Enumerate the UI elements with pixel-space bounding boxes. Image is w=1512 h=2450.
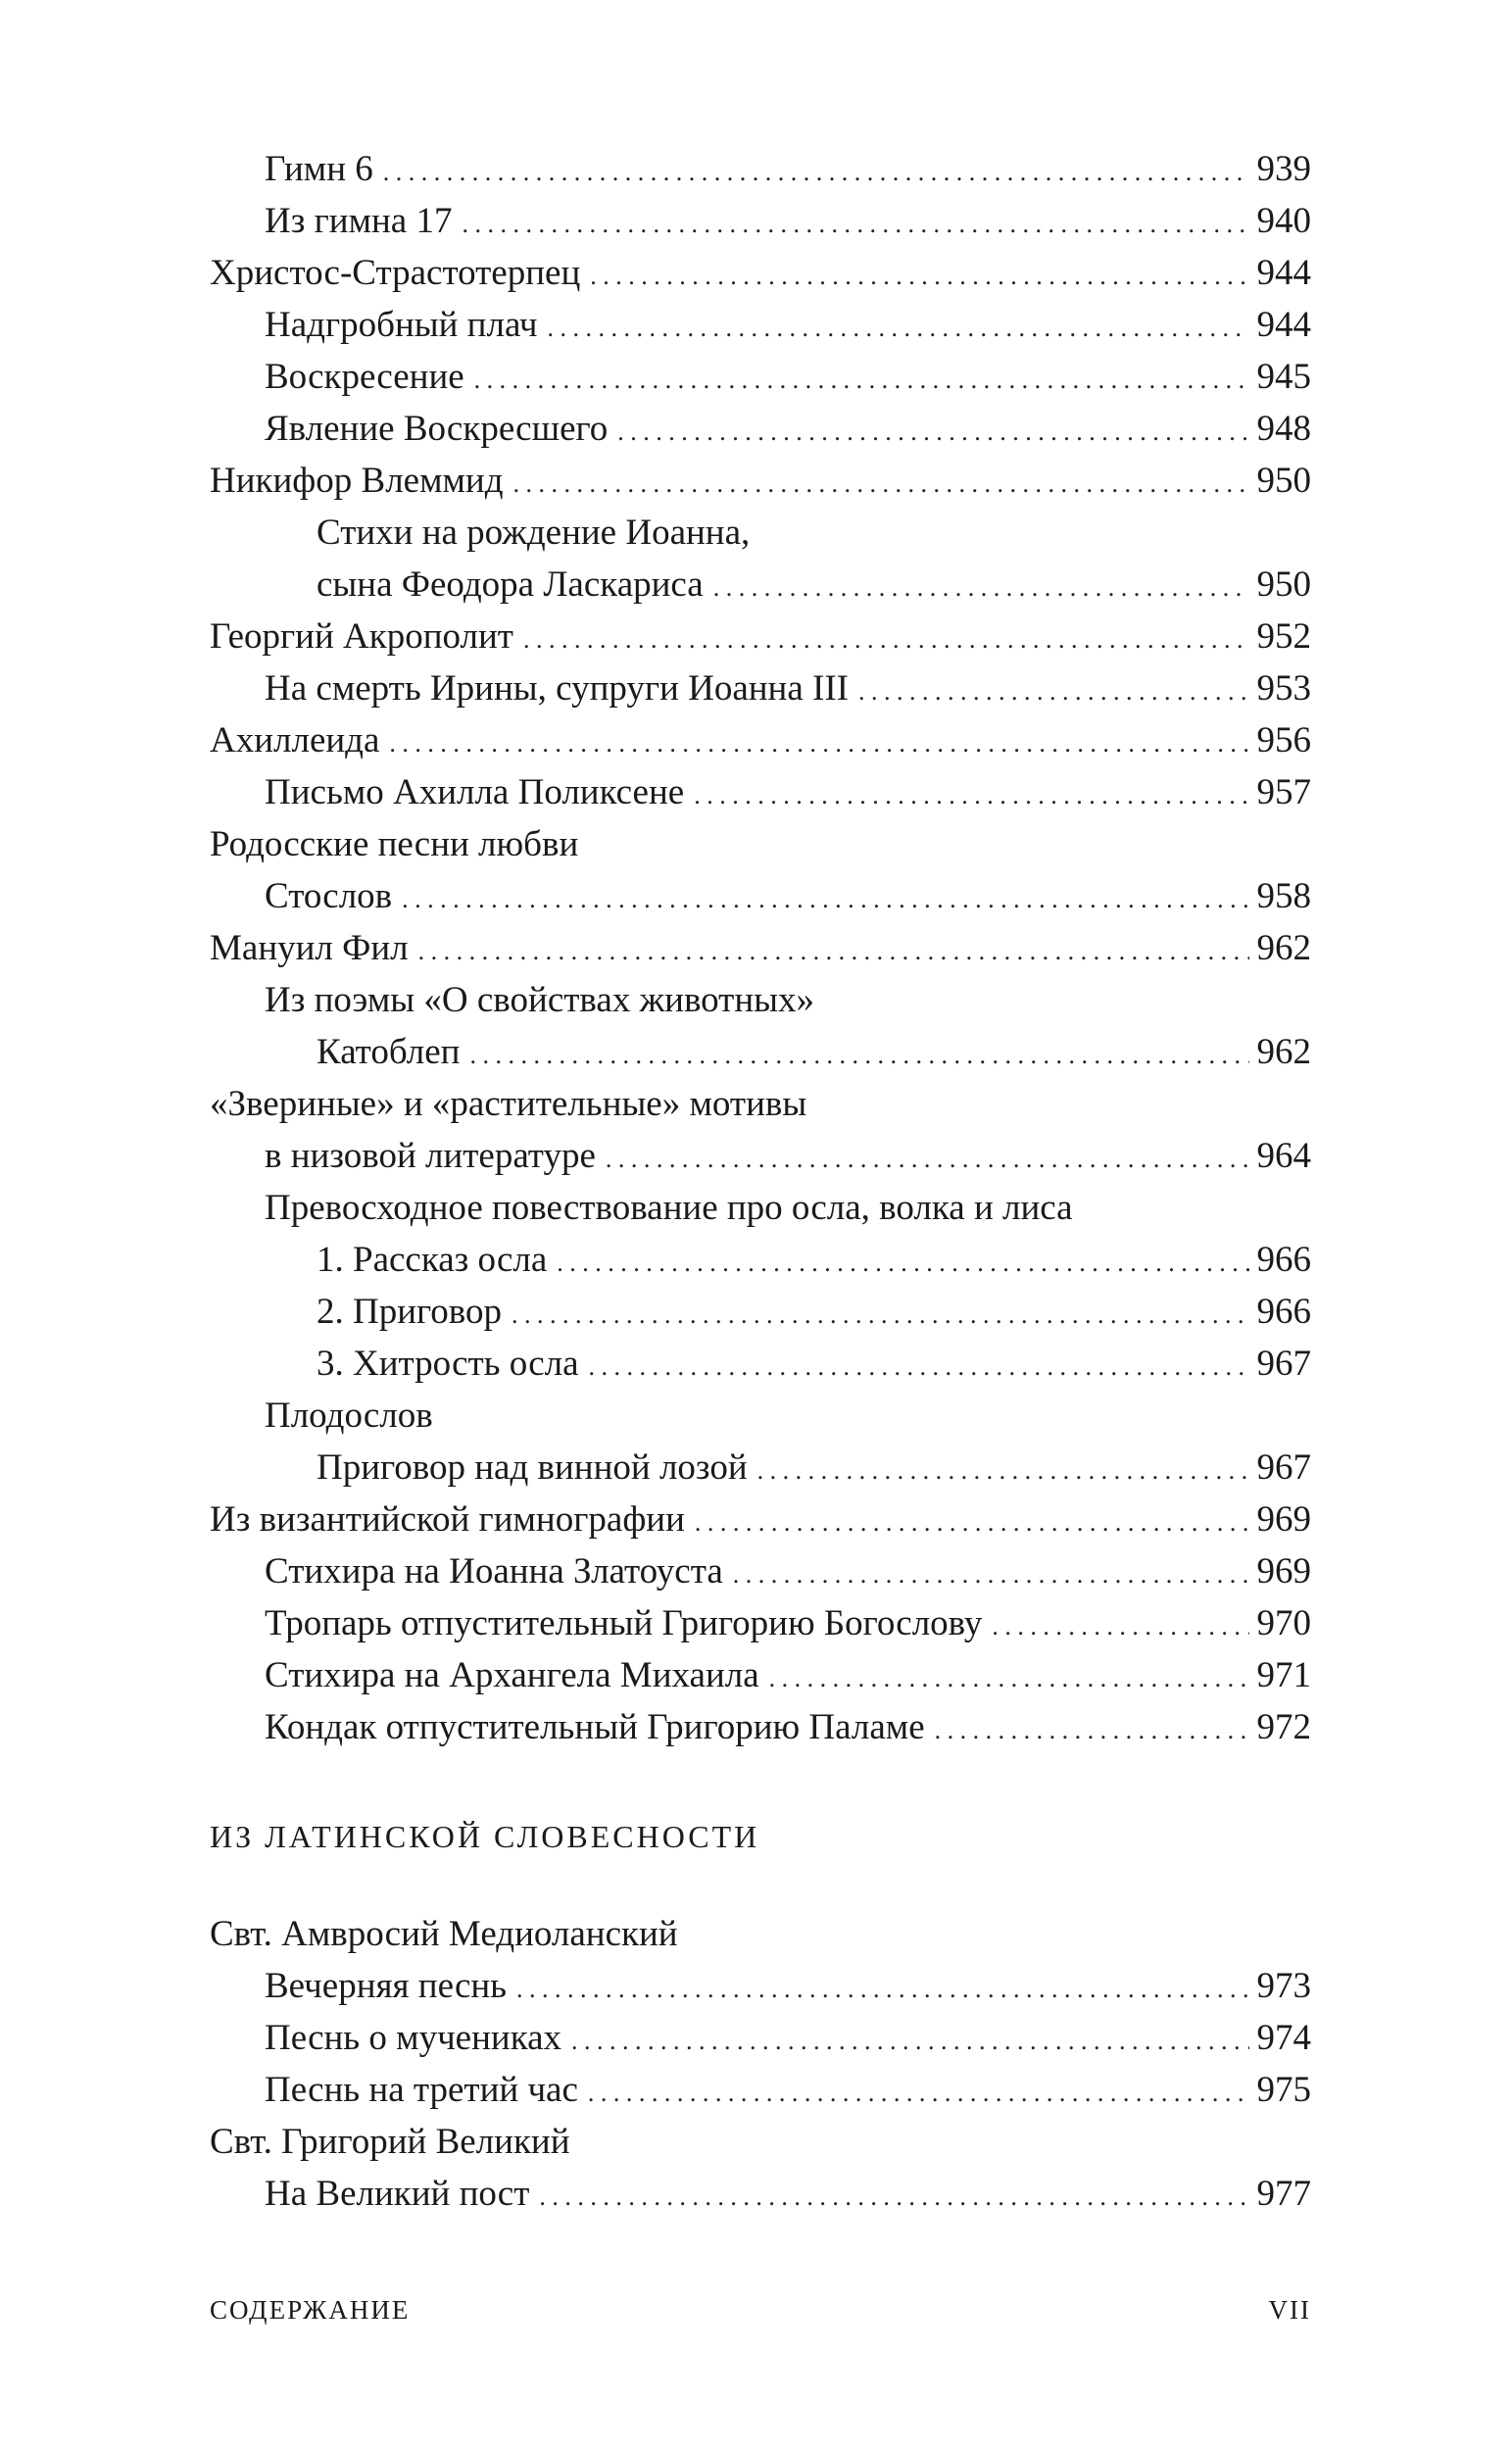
toc-entry[interactable] — [317, 1234, 1311, 1286]
dot-leader — [589, 1341, 1249, 1393]
toc-entry-page: 975 — [1256, 2070, 1311, 2110]
toc-entry-title: Родосские песни любви — [210, 824, 579, 864]
toc-entry-title: Кондак отпустительный Григорию Паламе — [265, 1707, 925, 1747]
toc-entry[interactable] — [265, 1182, 1311, 1234]
toc-entry[interactable] — [265, 974, 1311, 1026]
toc-entry-page: 964 — [1256, 1136, 1311, 1176]
toc-entry-title: Никифор Влеммид — [210, 461, 504, 501]
toc-entry-page: 974 — [1256, 2018, 1311, 2058]
toc-entry[interactable] — [265, 1130, 1311, 1182]
toc-entry-page: 958 — [1256, 876, 1311, 916]
toc-entry-title: 2. Приговор — [317, 1292, 502, 1332]
toc-entry-page: 944 — [1256, 305, 1311, 345]
toc-entry[interactable] — [210, 2116, 1311, 2168]
toc-entry[interactable] — [265, 2168, 1311, 2220]
dot-leader — [733, 1548, 1249, 1600]
toc-entry[interactable] — [265, 766, 1311, 818]
toc-entry-title: Стихира на Иоанна Златоуста — [265, 1551, 723, 1592]
dot-leader — [389, 717, 1248, 769]
dot-leader — [713, 562, 1249, 613]
toc-entry[interactable] — [317, 1286, 1311, 1338]
toc-entry-title: Свт. Григорий Великий — [210, 2122, 570, 2162]
toc-entry-title: Письмо Ахилла Поликсене — [265, 772, 685, 812]
toc-entry-page: 939 — [1256, 149, 1311, 189]
toc-entry-page: 962 — [1256, 928, 1311, 968]
dot-leader — [769, 1652, 1249, 1704]
toc-entry-title: Явление Воскресшего — [265, 409, 609, 449]
toc-entry-title: Стихира на Архангела Михаила — [265, 1655, 759, 1695]
toc-entry[interactable] — [317, 1338, 1311, 1390]
toc-entry[interactable] — [265, 1597, 1311, 1649]
toc-entry-title: Мануил Фил — [210, 928, 409, 968]
toc-entry-title: Христос-Страстотерпец — [210, 253, 581, 293]
dot-leader — [513, 458, 1249, 510]
toc-entry[interactable] — [210, 922, 1311, 974]
toc-entry-page: 967 — [1256, 1344, 1311, 1384]
toc-entry[interactable] — [265, 2064, 1311, 2116]
dot-leader — [469, 1029, 1248, 1081]
toc-entry-title: Воскресение — [265, 357, 464, 397]
dot-leader — [402, 873, 1248, 925]
dot-leader — [757, 1445, 1249, 1496]
toc-entry-title: 1. Рассказ осла — [317, 1240, 548, 1280]
toc-entry[interactable] — [210, 1908, 1311, 1960]
dot-leader — [539, 2171, 1248, 2223]
toc-entry[interactable] — [210, 818, 1311, 870]
toc-entry[interactable] — [210, 247, 1311, 299]
toc-entry-page: 950 — [1256, 461, 1311, 501]
toc-entry-title: сына Феодора Ласкариса — [317, 564, 704, 605]
toc-entry-title: Георгий Акрополит — [210, 616, 513, 657]
toc-entry-title: Катоблеп — [317, 1032, 461, 1072]
dot-leader — [694, 769, 1248, 821]
toc-entry-page: 971 — [1256, 1655, 1311, 1695]
toc-entry-page: 972 — [1256, 1707, 1311, 1747]
toc-entry-title: Ахиллеида — [210, 720, 380, 760]
toc-entry-page: 969 — [1256, 1551, 1311, 1592]
toc-entry[interactable] — [265, 1545, 1311, 1597]
dot-leader — [992, 1600, 1248, 1652]
toc-entry-title: Стихи на рождение Иоанна, — [317, 513, 751, 553]
toc-entry-page: 952 — [1256, 616, 1311, 657]
toc-entry[interactable] — [210, 714, 1311, 766]
toc-entry-title: Вечерняя песнь — [265, 1966, 508, 2006]
toc-entry-title: Тропарь отпустительный Григорию Богослову — [265, 1603, 983, 1643]
toc-entry[interactable] — [265, 299, 1311, 351]
dot-leader — [695, 1496, 1249, 1548]
toc-entry[interactable] — [265, 870, 1311, 922]
toc-entry-page: 970 — [1256, 1603, 1311, 1643]
dot-leader — [462, 198, 1248, 250]
toc-entry-title: Свт. Амвросий Медиоланский — [210, 1914, 678, 1954]
toc-entry[interactable] — [210, 611, 1311, 662]
toc-entry[interactable] — [210, 1078, 1311, 1130]
toc-entry-title: «Звериные» и «растительные» мотивы — [210, 1084, 807, 1124]
toc-entry-title: 3. Хитрость осла — [317, 1344, 579, 1384]
toc-entry-title: Из гимна 17 — [265, 201, 453, 241]
toc-entry-page: 945 — [1256, 357, 1311, 397]
toc-entry-title: Приговор над винной лозой — [317, 1447, 748, 1488]
dot-leader — [571, 2015, 1248, 2067]
toc-entry-page: 950 — [1256, 564, 1311, 605]
dot-leader — [590, 250, 1248, 302]
dot-leader — [523, 613, 1249, 665]
toc-entry-page: 940 — [1256, 201, 1311, 241]
toc-entry[interactable] — [265, 662, 1311, 714]
toc-entry[interactable] — [265, 195, 1311, 247]
dot-leader — [617, 406, 1248, 458]
dot-leader — [606, 1133, 1249, 1185]
toc-entry-page: 962 — [1256, 1032, 1311, 1072]
dot-leader — [418, 925, 1249, 977]
dot-leader — [858, 665, 1249, 717]
toc-entry-title: Гимн 6 — [265, 149, 373, 189]
dot-leader — [935, 1704, 1249, 1756]
dot-leader — [383, 146, 1249, 198]
toc-entry[interactable] — [317, 1026, 1311, 1078]
toc-entry-page: 956 — [1256, 720, 1311, 760]
toc-entry-page: 977 — [1256, 2174, 1311, 2214]
toc-entry[interactable] — [317, 507, 1311, 559]
toc-entry[interactable] — [265, 2012, 1311, 2064]
toc-entry[interactable] — [265, 1960, 1311, 2012]
toc-entry[interactable] — [265, 351, 1311, 403]
toc-entry[interactable] — [317, 559, 1311, 611]
toc-entry-page: 966 — [1256, 1292, 1311, 1332]
toc-entry-title: На смерть Ирины, супруги Иоанна III — [265, 668, 849, 709]
toc-entry-page: 969 — [1256, 1499, 1311, 1540]
toc-entry-page: 953 — [1256, 668, 1311, 709]
toc-entry-title: Плодослов — [265, 1396, 433, 1436]
dot-leader — [474, 354, 1249, 406]
running-head: СОДЕРЖАНИЕ — [210, 2295, 411, 2325]
toc-entry-title: в низовой литературе — [265, 1136, 596, 1176]
toc-entry[interactable] — [265, 143, 1311, 195]
dot-leader — [588, 2067, 1249, 2119]
toc-entry[interactable] — [265, 1649, 1311, 1701]
toc-entry-title: Превосходное повествование про осла, волка и лиса — [265, 1188, 1073, 1228]
toc-entry[interactable] — [265, 403, 1311, 455]
toc-entry-title: Из поэмы «О свойствах животных» — [265, 980, 814, 1020]
dot-leader — [512, 1289, 1249, 1341]
toc-entry-title: На Великий пост — [265, 2174, 530, 2214]
toc-entry-title: Надгробный плач — [265, 305, 538, 345]
dot-leader — [516, 1963, 1248, 2015]
section-heading: ИЗ ЛАТИНСКОЙ СЛОВЕСНОСТИ — [210, 1819, 760, 1854]
toc-entry-page: 967 — [1256, 1447, 1311, 1488]
page-number: VII — [1268, 2295, 1311, 2325]
toc-entry[interactable] — [210, 1494, 1311, 1545]
toc-entry[interactable] — [265, 1390, 1311, 1442]
toc-entry-title: Стослов — [265, 876, 393, 916]
toc-entry[interactable] — [317, 1442, 1311, 1494]
toc-entry-title: Песнь о мучениках — [265, 2018, 562, 2058]
dot-leader — [557, 1237, 1248, 1289]
toc-entry-title: Песнь на третий час — [265, 2070, 578, 2110]
toc-entry-page: 957 — [1256, 772, 1311, 812]
page-footer — [210, 2290, 1311, 2329]
toc-entry[interactable] — [210, 455, 1311, 507]
toc-entry-page: 973 — [1256, 1966, 1311, 2006]
toc-entry-page: 948 — [1256, 409, 1311, 449]
toc-entry-title: Из византийской гимнографии — [210, 1499, 685, 1540]
toc-entry-page: 966 — [1256, 1240, 1311, 1280]
toc-entry-page: 944 — [1256, 253, 1311, 293]
toc-entry[interactable] — [265, 1701, 1311, 1753]
dot-leader — [548, 302, 1249, 354]
